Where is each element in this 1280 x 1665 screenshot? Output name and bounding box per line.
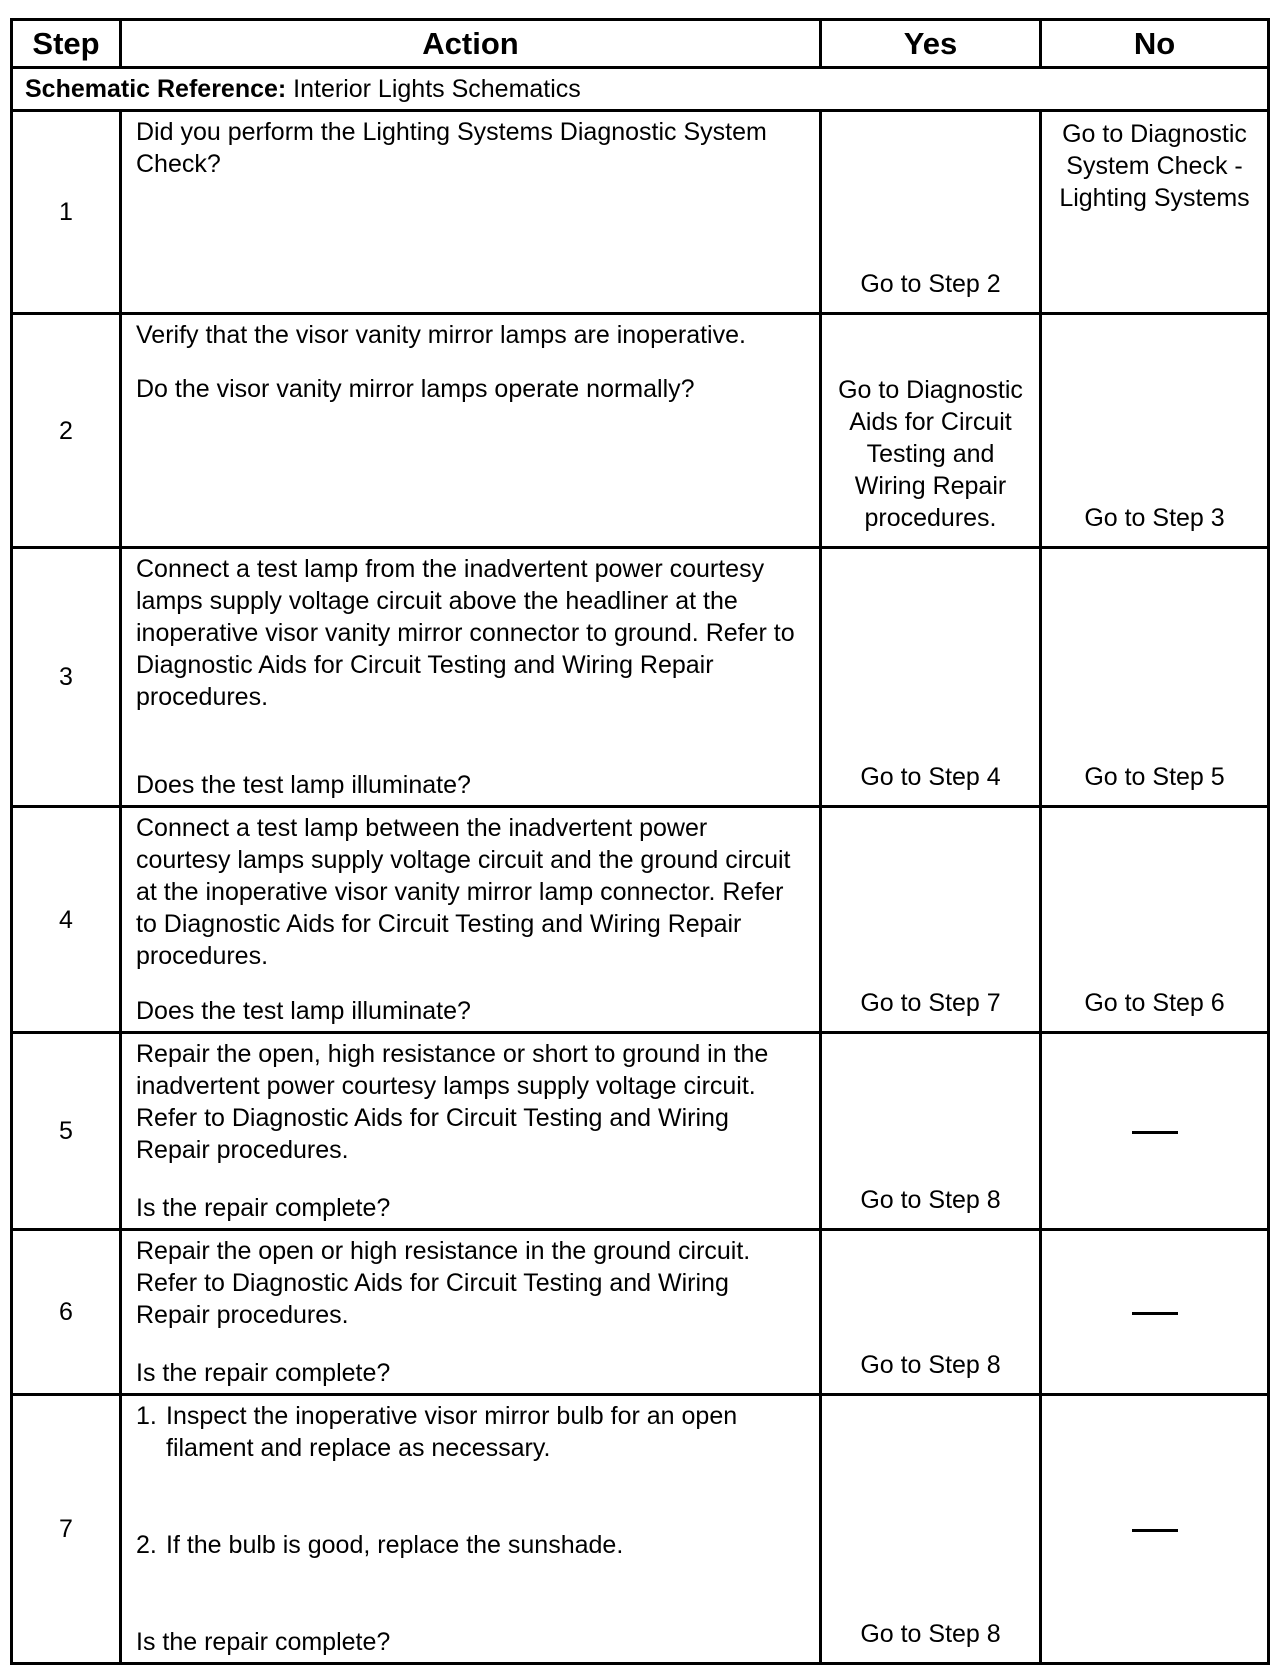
table-row [12, 314, 1269, 548]
list-item [136, 1400, 805, 1464]
list-number: 2. [136, 1531, 157, 1559]
step-number: 3 [12, 548, 121, 807]
no-cell [1041, 1230, 1269, 1395]
step-number: 7 [12, 1395, 121, 1664]
list-text: Inspect the inoperative visor mirror bulb for an open filament and replace as necessary. [166, 1402, 738, 1462]
action-cell [121, 111, 821, 314]
no-cell: Go to Step 3 [1041, 314, 1269, 548]
diagnostic-table-container [10, 18, 1267, 1656]
no-cell: Go to Diagnostic System Check - Lighting Systems [1041, 111, 1269, 314]
header-yes: Yes [821, 20, 1041, 68]
action-cell [121, 1033, 821, 1230]
action-text: Repair the open or high resistance in the ground circuit. Refer to Diagnostic Aids for Circuit Testing and Wiring Repair procedures. [136, 1237, 751, 1329]
no-cell [1041, 1033, 1269, 1230]
action-question: Do the visor vanity mirror lamps operate normally? [136, 375, 695, 403]
table-row [12, 548, 1269, 807]
no-action-dash [1132, 1312, 1178, 1315]
yes-cell: Go to Step 8 [821, 1395, 1041, 1664]
action-text: Connect a test lamp between the inadvertent power courtesy lamps supply voltage circuit and the ground circuit at the inoperative visor vanity mirror lamp connector. Refer to Diagnostic Aids for Circuit Testing and Wiring Repair procedures. [136, 814, 791, 970]
action-question: Does the test lamp illuminate? [136, 997, 471, 1025]
schematic-value: Interior Lights Schematics [286, 75, 581, 103]
step-number: 1 [12, 111, 121, 314]
schematic-reference-row [12, 68, 1269, 111]
action-question: Is the repair complete? [136, 1194, 391, 1222]
no-cell: Go to Step 6 [1041, 807, 1269, 1033]
action-cell [121, 807, 821, 1033]
table-row [12, 807, 1269, 1033]
yes-cell: Go to Diagnostic Aids for Circuit Testing and Wiring Repair procedures. [821, 314, 1041, 548]
action-question: Is the repair complete? [136, 1628, 391, 1656]
header-no: No [1041, 20, 1269, 68]
diagnostic-table [10, 18, 1270, 1665]
step-number: 6 [12, 1230, 121, 1395]
action-question: Does the test lamp illuminate? [136, 771, 471, 799]
no-action-dash [1132, 1529, 1178, 1532]
list-number: 1. [136, 1402, 157, 1430]
no-cell: Go to Step 5 [1041, 548, 1269, 807]
header-row [12, 20, 1269, 68]
action-cell [121, 1395, 821, 1664]
action-question: Is the repair complete? [136, 1359, 391, 1387]
schematic-reference [12, 68, 1269, 111]
action-text: Did you perform the Lighting Systems Diagnostic System Check? [136, 118, 767, 178]
header-action: Action [121, 20, 821, 68]
yes-cell: Go to Step 7 [821, 807, 1041, 1033]
action-cell [121, 548, 821, 807]
list-text: If the bulb is good, replace the sunshade. [166, 1531, 624, 1559]
header-step: Step [12, 20, 121, 68]
action-text: Connect a test lamp from the inadvertent power courtesy lamps supply voltage circuit above the headliner at the inoperative visor vanity mirror connector to ground. Refer to Diagnostic Aids for Circuit Testing and Wiring Repair procedures. [136, 555, 795, 711]
step-number: 4 [12, 807, 121, 1033]
action-cell [121, 1230, 821, 1395]
action-text: Repair the open, high resistance or short to ground in the inadvertent power courtesy lamps supply voltage circuit. Refer to Diagnostic Aids for Circuit Testing and Wiring Repair procedures. [136, 1040, 769, 1164]
table-row [12, 1395, 1269, 1664]
step-number: 5 [12, 1033, 121, 1230]
no-action-dash [1132, 1131, 1178, 1134]
yes-cell: Go to Step 2 [821, 111, 1041, 314]
step-number: 2 [12, 314, 121, 548]
yes-cell: Go to Step 4 [821, 548, 1041, 807]
table-row [12, 111, 1269, 314]
yes-cell: Go to Step 8 [821, 1033, 1041, 1230]
list-item [136, 1529, 805, 1561]
yes-cell: Go to Step 8 [821, 1230, 1041, 1395]
table-row [12, 1033, 1269, 1230]
action-cell [121, 314, 821, 548]
schematic-label: Schematic Reference: [25, 75, 287, 103]
no-cell [1041, 1395, 1269, 1664]
action-text: Verify that the visor vanity mirror lamps are inoperative. [136, 321, 746, 349]
table-row [12, 1230, 1269, 1395]
